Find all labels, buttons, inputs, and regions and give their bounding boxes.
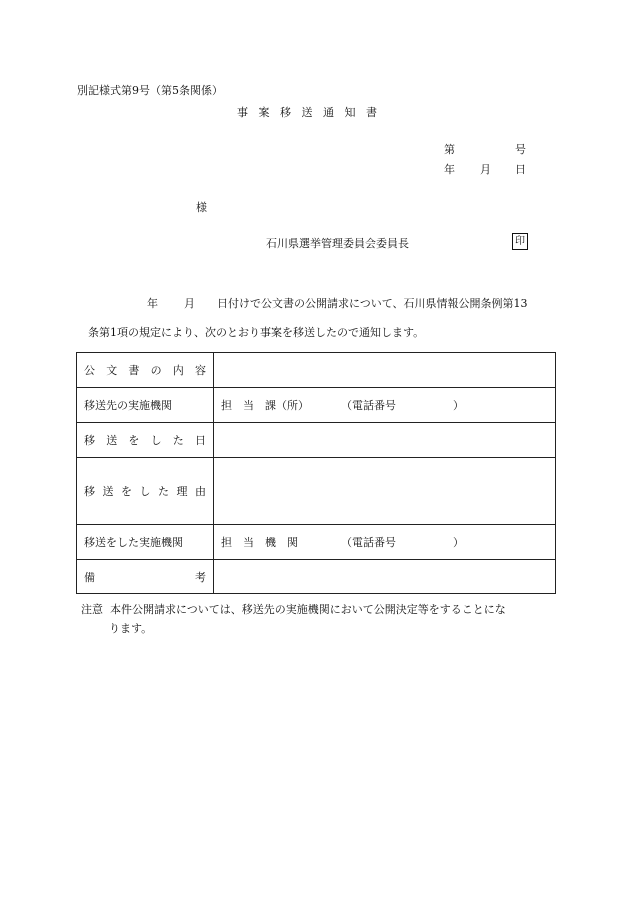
label-char: 送 — [102, 485, 114, 498]
row-label-transfer-date — [77, 423, 214, 458]
row-label-content — [77, 353, 214, 388]
date-day: 日 — [515, 163, 526, 176]
transfer-reason-field[interactable] — [214, 458, 556, 525]
label-char: の — [150, 364, 162, 377]
body-month: 月 — [184, 297, 195, 310]
table-row — [77, 525, 556, 560]
label-char: 日 — [194, 434, 206, 447]
date-month: 月 — [480, 163, 491, 176]
body-text-line1 — [147, 295, 528, 311]
row-label-transferring-agency — [77, 525, 214, 560]
note-text-line1: 本件公開請求については、移送先の実施機関において公開決定等をすることにな — [110, 603, 506, 616]
number-prefix: 第 — [444, 143, 455, 156]
row-label-destination — [77, 388, 214, 423]
label-char: た — [172, 434, 184, 447]
label-char: 公 — [84, 364, 95, 377]
label-char: 文 — [106, 364, 118, 377]
remarks-field[interactable] — [214, 560, 556, 594]
body-year: 年 — [147, 297, 158, 310]
phone-label: （電話番号 — [341, 536, 396, 549]
row-label-remarks — [77, 560, 214, 594]
label-char: を — [128, 434, 140, 447]
document-title: 事案移送通知書 — [237, 106, 388, 119]
label-char: を — [121, 485, 132, 498]
phone-label: （電話番号 — [341, 399, 396, 412]
label-char: 理 — [176, 485, 188, 498]
content-field[interactable] — [214, 353, 556, 388]
row-label-transfer-reason — [77, 458, 214, 525]
label-char: た — [158, 485, 169, 498]
note-prefix: 注意 — [81, 603, 103, 616]
label-char: し — [150, 434, 162, 447]
label-char: 書 — [128, 364, 140, 377]
table-row — [77, 388, 556, 423]
row-label-text: 移送をした実施機関 — [84, 536, 183, 549]
table-row — [77, 458, 556, 525]
label-char: 移 — [84, 434, 95, 447]
label-char: 考 — [195, 570, 206, 584]
seal-mark: 印 — [512, 233, 528, 250]
label-char: 容 — [194, 364, 206, 377]
body-line1-rest: 日付けで公文書の公開請求について、石川県情報公開条例第13 — [217, 297, 528, 310]
person-in-charge-label: 担 当 課（所） — [221, 399, 309, 412]
addressee-suffix: 様 — [196, 201, 207, 214]
body-text-line2: 条第1項の規定により、次のとおり事案を移送したので通知します。 — [88, 326, 425, 339]
number-suffix: 号 — [515, 143, 526, 156]
note-line1 — [81, 601, 506, 617]
label-char: 備 — [84, 570, 95, 584]
transfer-date-field[interactable] — [214, 423, 556, 458]
label-char: 送 — [106, 434, 118, 447]
sender-name: 石川県選挙管理委員会委員長 — [266, 237, 409, 250]
form-number: 別記様式第9号（第5条関係） — [77, 84, 223, 97]
note-line2: ります。 — [109, 622, 153, 635]
label-char: し — [139, 485, 151, 498]
transferring-agency-field[interactable] — [214, 525, 556, 560]
agency-in-charge-label: 担 当 機 関 — [221, 536, 298, 549]
row-label-text: 移送先の実施機関 — [84, 399, 172, 412]
table-row — [77, 423, 556, 458]
transfer-details-table — [76, 352, 556, 594]
date-year: 年 — [444, 163, 455, 176]
table-row — [77, 353, 556, 388]
table-row — [77, 560, 556, 594]
phone-close: ） — [453, 399, 464, 412]
label-char: 移 — [84, 485, 95, 498]
label-char: 由 — [195, 485, 206, 498]
label-char: 内 — [172, 364, 184, 377]
phone-close: ） — [453, 536, 464, 549]
destination-field[interactable] — [214, 388, 556, 423]
